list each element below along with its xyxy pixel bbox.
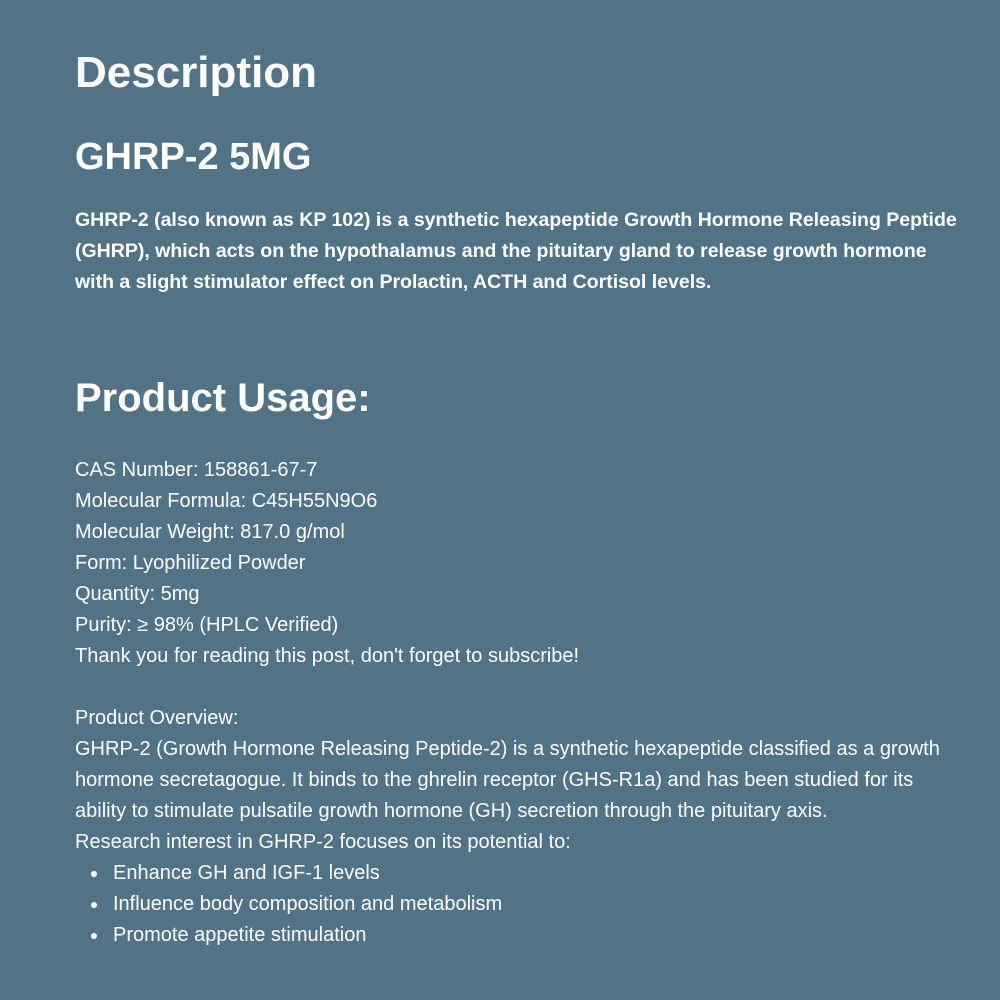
research-bullet-list — [75, 858, 955, 951]
description-heading: Description — [75, 48, 318, 97]
spec-molecular-formula: Molecular Formula: C45H55N9O6 — [75, 490, 378, 512]
bullet-text: Enhance GH and IGF-1 levels — [113, 862, 380, 884]
bullet-text: Promote appetite stimulation — [113, 924, 367, 946]
list-item — [113, 889, 955, 920]
bullet-icon — [91, 933, 97, 939]
product-overview — [75, 703, 955, 951]
list-item — [113, 920, 955, 951]
spec-form: Form: Lyophilized Powder — [75, 552, 306, 574]
product-title: GHRP-2 5MG — [75, 136, 312, 178]
list-item — [113, 858, 955, 889]
product-intro: GHRP-2 (also known as KP 102) is a synthetic hexapeptide Growth Hormone Releasing Peptide (GHRP), which acts on the hypothalamus and the pituitary gland to release growth hormone with a slight stimulator effect on Prolactin, ACTH and Cortisol levels. — [75, 209, 957, 293]
bullet-text: Influence body composition and metabolism — [113, 893, 503, 915]
spec-purity: Purity: ≥ 98% (HPLC Verified) — [75, 614, 339, 636]
subscribe-note: Thank you for reading this post, don't forget to subscribe! — [75, 645, 580, 667]
spec-molecular-weight: Molecular Weight: 817.0 g/mol — [75, 521, 345, 543]
research-intro: Research interest in GHRP-2 focuses on its potential to: — [75, 831, 571, 853]
bullet-icon — [91, 871, 97, 877]
spec-list — [75, 455, 579, 672]
spec-cas-number: CAS Number: 158861-67-7 — [75, 459, 318, 481]
bullet-icon — [91, 902, 97, 908]
overview-body: GHRP-2 (Growth Hormone Releasing Peptide-2) is a synthetic hexapeptide classified as a growth hormone secretagogue. It binds to the ghrelin receptor (GHS-R1a) and has been studied for its ability to stimulate pulsatile growth hormone (GH) secretion through the pituitary axis. — [75, 738, 940, 822]
overview-heading: Product Overview: — [75, 707, 239, 729]
usage-heading: Product Usage: — [75, 376, 371, 420]
spec-quantity: Quantity: 5mg — [75, 583, 200, 605]
